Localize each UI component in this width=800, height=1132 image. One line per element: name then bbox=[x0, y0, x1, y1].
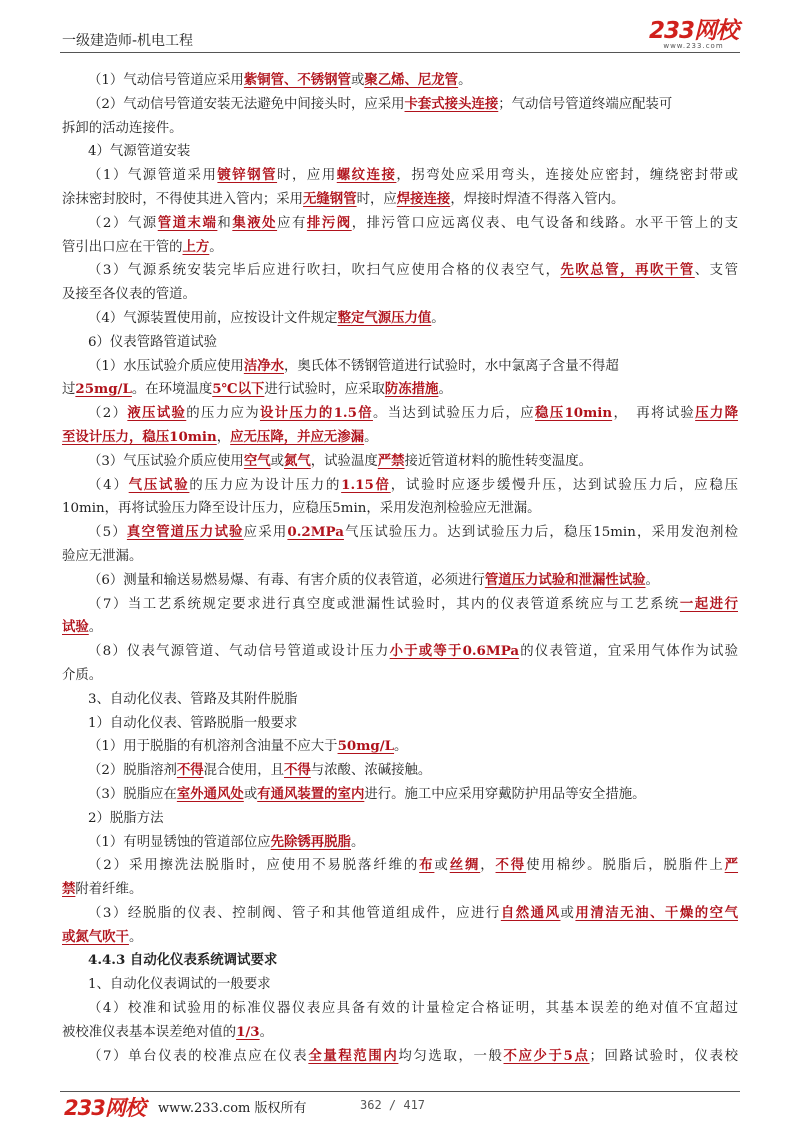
text-segment: 。在环境温度 bbox=[131, 382, 213, 398]
text-segment: （1）气源管道采用 bbox=[88, 168, 218, 184]
text-segment: （3）气源系统安装完毕后应进行吹扫，吹扫气应使用合格的仪表空气， bbox=[88, 263, 561, 279]
text-segment: 或 bbox=[350, 73, 365, 88]
text-segment: 过 bbox=[62, 382, 76, 398]
highlighted-keyword: 紫铜管、不锈钢管 bbox=[243, 72, 351, 88]
text-line bbox=[62, 640, 738, 664]
highlighted-keyword: 室外通风处 bbox=[176, 785, 244, 802]
text-line bbox=[62, 712, 738, 736]
highlighted-keyword: 液压试验 bbox=[127, 405, 187, 422]
text-segment: 。 bbox=[128, 929, 143, 945]
text-segment: 混合使用，且 bbox=[203, 763, 284, 779]
text-segment: （4）气源装置使用前，应按设计文件规定 bbox=[88, 310, 338, 326]
highlighted-keyword: 至设计压力，稳压10min bbox=[62, 428, 217, 445]
highlighted-keyword: 5℃以下 bbox=[212, 381, 265, 398]
text-segment: （7）单台仪表的校准点应在仪表 bbox=[88, 1048, 309, 1064]
highlighted-keyword: 先除锈再脱脂 bbox=[270, 833, 351, 850]
text-segment: 6）仪表管路管道试验 bbox=[88, 334, 218, 350]
highlighted-keyword: 整定气源压力值 bbox=[337, 309, 432, 326]
text-line bbox=[62, 521, 738, 545]
text-segment: 使用棉纱。脱脂后，脱脂件上 bbox=[526, 858, 725, 874]
text-line bbox=[62, 949, 738, 973]
text-segment: ， bbox=[216, 429, 231, 445]
highlighted-keyword: 严禁 bbox=[377, 452, 405, 469]
text-line bbox=[62, 1021, 738, 1045]
text-line bbox=[62, 973, 738, 997]
highlighted-keyword: 聚乙烯、尼龙管 bbox=[364, 72, 459, 88]
document-header-title: 一级建造师-机电工程 bbox=[62, 33, 194, 49]
text-line bbox=[62, 783, 738, 807]
text-segment: 。 bbox=[88, 620, 103, 636]
text-segment: 的仪表管道，宜采用气体作为试验 bbox=[519, 644, 738, 660]
highlighted-keyword: 25mg/L bbox=[75, 381, 132, 398]
footer-divider bbox=[60, 1091, 740, 1092]
text-segment: 和 bbox=[217, 215, 233, 231]
text-segment: 应采用 bbox=[243, 525, 288, 541]
text-line bbox=[62, 735, 738, 759]
highlighted-keyword: 严 bbox=[724, 857, 739, 874]
text-line bbox=[62, 140, 738, 164]
text-line bbox=[62, 854, 738, 878]
highlighted-keyword: 应无压降，并应无渗漏 bbox=[230, 428, 365, 445]
highlighted-keyword: 不应少于5点 bbox=[503, 1047, 590, 1064]
text-segment: 。 bbox=[364, 429, 378, 445]
text-segment: 。 bbox=[259, 1024, 273, 1040]
text-segment: 附着纤维。 bbox=[75, 882, 143, 898]
text-segment: 。 bbox=[209, 239, 223, 255]
highlighted-keyword: 卡套式接头连接 bbox=[404, 95, 499, 112]
highlighted-keyword: 小于或等于0.6MPa bbox=[389, 643, 520, 660]
highlighted-keyword: 不得 bbox=[495, 857, 527, 874]
text-segment: 拆卸的活动连接件。 bbox=[62, 120, 183, 136]
text-line bbox=[62, 997, 738, 1021]
brand-logo-url: www.233.com bbox=[663, 42, 724, 50]
text-segment: ，试验温度 bbox=[310, 453, 378, 469]
text-line bbox=[62, 926, 738, 950]
highlighted-keyword: 镀锌钢管 bbox=[217, 167, 278, 184]
text-segment: 。 bbox=[394, 739, 408, 755]
text-segment: 进行。施工中应采用穿戴防护用品等安全措施。 bbox=[364, 786, 646, 802]
highlighted-keyword: 一起进行 bbox=[679, 595, 738, 612]
brand-logo[interactable] bbox=[649, 20, 738, 50]
text-segment: 2）脱脂方法 bbox=[88, 810, 164, 826]
text-segment: （2）脱脂溶剂 bbox=[88, 763, 177, 779]
footer-copyright: www.233.com 版权所有 bbox=[158, 1101, 307, 1116]
text-segment: 接近管道材料的脆性转变温度。 bbox=[404, 453, 592, 469]
text-segment: （3）气压试验介质应使用 bbox=[88, 453, 244, 469]
text-segment: （1）有明显锈蚀的管道部位应 bbox=[88, 834, 271, 850]
text-segment: ；气动信号管道终端应配装可 bbox=[498, 96, 673, 112]
text-segment: 介质。 bbox=[62, 667, 103, 683]
highlighted-keyword: 氮气 bbox=[284, 452, 311, 469]
text-segment: （5） bbox=[88, 525, 127, 541]
text-segment: （8）仪表气源管道、气动信号管道或设计压力 bbox=[88, 644, 390, 660]
text-segment: ，奥氏体不锈钢管道进行试验时，水中氯离子含量不得超 bbox=[284, 358, 619, 374]
text-line bbox=[62, 402, 738, 426]
text-segment: 4）气源管道安装 bbox=[88, 144, 191, 160]
text-segment: ， bbox=[480, 858, 496, 874]
text-line bbox=[62, 69, 738, 93]
text-segment: 。 bbox=[431, 310, 445, 326]
text-segment: 应有 bbox=[277, 215, 307, 231]
text-line bbox=[62, 93, 738, 117]
text-segment: ， 再将试验 bbox=[612, 406, 696, 422]
text-line bbox=[62, 188, 738, 212]
text-segment: 管引出口应在干管的 bbox=[62, 239, 183, 255]
text-segment: 及接至各仪表的管道。 bbox=[62, 287, 196, 303]
text-line bbox=[62, 378, 738, 402]
text-segment: 与浓酸、浓碱接触。 bbox=[310, 763, 432, 779]
highlighted-keyword: 压力降 bbox=[695, 405, 739, 422]
text-segment: 涂抹密封胶时，不得使其进入管内；采用 bbox=[62, 191, 304, 207]
highlighted-keyword: 洁净水 bbox=[243, 357, 284, 374]
text-segment: （2） bbox=[88, 406, 128, 422]
text-segment: 、支管 bbox=[694, 263, 738, 279]
page-number: 362 / 417 bbox=[360, 1098, 426, 1112]
highlighted-keyword: 禁 bbox=[62, 881, 76, 898]
text-segment: 。当达到试验压力后，应 bbox=[372, 406, 536, 422]
text-segment: 的压力应为 bbox=[186, 406, 260, 422]
text-segment: （7）当工艺系统规定要求进行真空度或泄漏性试验时，其内的仪表管道系统应与工艺系统 bbox=[88, 596, 680, 612]
highlighted-keyword: 上方 bbox=[182, 238, 210, 255]
text-segment: 3、自动化仪表、管路及其附件脱脂 bbox=[88, 691, 298, 707]
text-segment: （1）水压试验介质应使用 bbox=[88, 358, 244, 374]
text-segment: （4） bbox=[88, 477, 129, 493]
highlighted-keyword: 管道末端 bbox=[157, 214, 218, 231]
text-segment: （2）气动信号管道安装无法避免中间接头时，应采用 bbox=[88, 96, 405, 112]
text-segment: 或 bbox=[270, 453, 284, 469]
text-segment: 验应无泄漏。 bbox=[62, 548, 143, 564]
text-segment: 。 bbox=[645, 572, 659, 588]
text-segment: 。 bbox=[350, 834, 365, 850]
highlighted-keyword: 稳压10min bbox=[535, 405, 613, 422]
highlighted-keyword: 真空管道压力试验 bbox=[126, 524, 244, 541]
highlighted-keyword: 有通风装置的室内 bbox=[257, 785, 365, 802]
text-segment: 1、自动化仪表调试的一般要求 bbox=[88, 977, 271, 993]
text-line bbox=[62, 688, 738, 712]
highlighted-keyword: 防冻措施 bbox=[384, 381, 439, 398]
text-segment: 或 bbox=[243, 786, 258, 802]
text-line bbox=[62, 616, 738, 640]
highlighted-keyword: 1/3 bbox=[236, 1023, 260, 1040]
highlighted-keyword: 自然通风 bbox=[500, 904, 561, 921]
highlighted-keyword: 1.15倍 bbox=[341, 476, 391, 493]
text-line bbox=[62, 545, 738, 569]
highlighted-keyword: 无缝钢管 bbox=[303, 190, 357, 207]
highlighted-keyword: 集液处 bbox=[232, 214, 278, 231]
text-segment: （6）测量和输送易燃易爆、有毒、有害介质的仪表管道，必须进行 bbox=[88, 572, 485, 588]
text-segment: 均匀选取，一般 bbox=[398, 1048, 504, 1064]
text-segment: ；回路试验时，仪表校 bbox=[589, 1048, 739, 1064]
text-line bbox=[62, 831, 738, 855]
highlighted-keyword: 布 bbox=[419, 857, 435, 874]
highlighted-keyword: 气压试验 bbox=[128, 476, 190, 493]
text-segment: 1）自动化仪表、管路脱脂一般要求 bbox=[88, 715, 298, 731]
text-segment: （1）用于脱脂的有机溶剂含油量不应大于 bbox=[88, 739, 338, 755]
highlighted-keyword: 试验 bbox=[62, 619, 89, 636]
text-segment: 。 bbox=[458, 73, 472, 88]
text-line bbox=[62, 1045, 738, 1069]
text-line bbox=[62, 450, 738, 474]
text-segment: 气压试验压力。达到试验压力后，稳压15min，采用发泡剂检 bbox=[343, 525, 738, 541]
text-line bbox=[62, 236, 738, 260]
footer-logo[interactable]: 233网校 bbox=[64, 1096, 145, 1120]
text-line bbox=[62, 593, 738, 617]
text-line bbox=[62, 664, 738, 688]
text-segment: （3）经脱脂的仪表、控制阀、管子和其他管道组成件，应进行 bbox=[88, 905, 501, 921]
highlighted-keyword: 先吹总管，再吹干管 bbox=[560, 262, 695, 279]
text-segment: 时，应用 bbox=[277, 168, 337, 184]
brand-logo-text: 233网校 bbox=[648, 18, 738, 44]
text-segment: （2）气源 bbox=[88, 215, 158, 231]
text-line bbox=[62, 331, 738, 355]
text-line bbox=[62, 212, 738, 236]
text-segment: 的压力应为设计压力的 bbox=[189, 477, 342, 493]
text-line bbox=[62, 117, 738, 141]
text-line bbox=[62, 497, 738, 521]
highlighted-keyword: 管道压力试验和泄漏性试验 bbox=[484, 571, 646, 588]
highlighted-keyword: 用清洁无油、干燥的空气 bbox=[575, 904, 738, 921]
text-segment: 4.4.3 自动化仪表系统调试要求 bbox=[88, 952, 278, 969]
text-segment: ，拐弯处应采用弯头，连接处应密封，缠绕密封带或 bbox=[396, 168, 738, 184]
text-line bbox=[62, 164, 738, 188]
text-segment: 10min，再将试验压力降至设计压力，应稳压5min，采用发泡剂检验应无泄漏。 bbox=[62, 501, 541, 517]
highlighted-keyword: 螺纹连接 bbox=[336, 167, 397, 184]
text-segment: ，试验时应逐步缓慢升压，达到试验压力后，应稳压 bbox=[390, 477, 739, 493]
text-segment: 或 bbox=[560, 905, 576, 921]
text-segment: 时，应 bbox=[356, 191, 397, 207]
highlighted-keyword: 丝绸 bbox=[449, 857, 481, 874]
highlighted-keyword: 不得 bbox=[284, 762, 311, 779]
text-line bbox=[62, 902, 738, 926]
text-segment: （4）校准和试验用的标准仪器仪表应具备有效的计量检定合格证明，其基本误差的绝对值不宜超过 bbox=[88, 1001, 738, 1017]
text-segment: 进行试验时，应采取 bbox=[264, 382, 385, 398]
text-segment: 或 bbox=[434, 858, 450, 874]
text-line bbox=[62, 807, 738, 831]
highlighted-keyword: 0.2MPa bbox=[287, 524, 344, 541]
text-segment: ，排污管口应远离仪表、电气设备和线路。水平干管上的支 bbox=[351, 215, 739, 231]
text-segment: （2）采用擦洗法脱脂时，应使用不易脱落纤维的 bbox=[88, 858, 420, 874]
text-segment: 。 bbox=[438, 382, 452, 398]
text-line bbox=[62, 426, 738, 450]
text-line bbox=[62, 283, 738, 307]
text-segment: （1）气动信号管道应采用 bbox=[88, 73, 244, 88]
text-line bbox=[62, 355, 738, 379]
highlighted-keyword: 空气 bbox=[243, 452, 271, 469]
text-line bbox=[62, 759, 738, 783]
highlighted-keyword: 排污阀 bbox=[306, 214, 352, 231]
text-segment: 被校准仪表基本误差绝对值的 bbox=[62, 1024, 237, 1040]
text-line bbox=[62, 259, 738, 283]
highlighted-keyword: 焊接连接 bbox=[396, 190, 451, 207]
highlighted-keyword: 或氮气吹干 bbox=[62, 928, 129, 945]
document-body bbox=[62, 69, 738, 1068]
text-line bbox=[62, 878, 738, 902]
highlighted-keyword: 全量程范围内 bbox=[308, 1047, 399, 1064]
highlighted-keyword: 不得 bbox=[176, 762, 204, 779]
highlighted-keyword: 50mg/L bbox=[337, 738, 395, 755]
highlighted-keyword: 设计压力的1.5倍 bbox=[259, 405, 373, 422]
text-line bbox=[62, 307, 738, 331]
text-segment: （3）脱脂应在 bbox=[88, 786, 177, 802]
text-line bbox=[62, 569, 738, 593]
text-line bbox=[62, 474, 738, 498]
header-divider bbox=[60, 52, 740, 53]
text-segment: ，焊接时焊渣不得落入管内。 bbox=[450, 191, 625, 207]
